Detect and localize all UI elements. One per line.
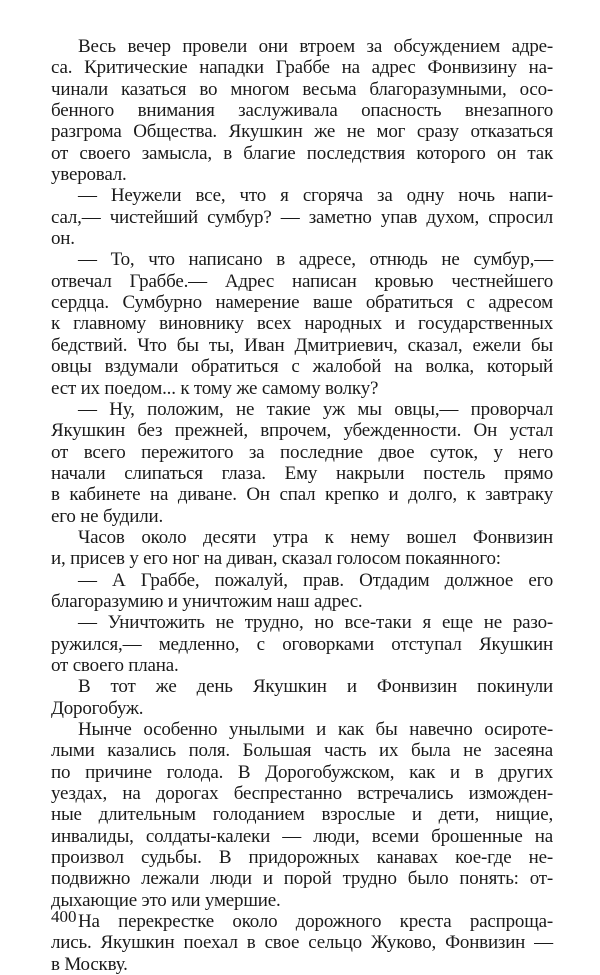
page-number: 400 [51,907,77,926]
text-line: ные длительным голоданием взрослые и дети, нищие, [51,804,553,826]
text-line: бенного внимания заслуживала опасность внезапного [51,100,553,122]
text-line: овцы вздумали обратиться с жалобой на волка, который [51,356,553,378]
paragraph-6 [51,570,553,613]
text-line: уездах, на дорогах беспрестанно встречались изможден- [51,783,553,805]
text-line: благоразумию и уничтожим наш адрес. [51,590,363,612]
text-line: бедствий. Что бы ты, Иван Дмитриевич, сказал, ежели бы [51,334,553,356]
text-line: В тот же день Якушкин и Фонвизин покинули [78,676,553,698]
paragraph-1 [51,36,553,185]
paragraph-5 [51,527,553,570]
text-line: чинали казаться во многом весьма благоразумными, осо- [51,78,553,100]
text-line: ест их поедом... к тому же самому волку? [51,377,379,399]
text-line: са. Критические нападки Граббе на адрес Фонвизину на- [51,57,553,79]
text-line: сердца. Сумбурно намерение ваше обратиться с адресом [51,292,553,314]
text-line: и, присев у его ног на диван, сказал голосом покаянного: [51,548,501,570]
text-line: Весь вечер провели они втроем за обсуждением адре- [78,36,553,57]
text-line: Дорогобуж. [51,697,144,719]
text-line: — Ну, положим, не такие уж мы овцы,— проворчал [78,398,553,420]
text-line: начали слипаться глаза. Ему накрыли постель прямо [51,462,553,484]
text-line: от своего плана. [51,654,179,676]
text-line: подвижно лежали люди и порой трудно было понять: от- [51,868,553,890]
paragraph-8 [51,676,553,719]
paragraph-7 [51,612,553,676]
paragraph-4 [51,399,553,527]
text-line: Нынче особенно унылыми и как бы навечно осироте- [78,719,553,740]
text-line: его не будили. [51,505,164,527]
paragraph-9 [51,719,553,911]
text-line: На перекрестке около дорожного креста распроща- [78,911,553,933]
text-line: произвол судьбы. В придорожных канавах кое-где не- [51,847,553,869]
text-line: уверовал. [51,164,127,186]
text-line: — Неужели все, что я сгоряча за одну ночь напи- [78,185,553,207]
text-line: он. [51,228,75,250]
paragraph-10 [51,911,553,975]
page-body [51,36,553,975]
text-line: по причине голода. В Дорогобужском, как и в других [51,761,553,783]
text-line: к главному виновнику всех народных и государственных [51,313,553,335]
text-line: от своего замысла, в благие последствия которого он так [51,142,553,164]
text-line: отвечал Граббе.— Адрес написан кровью честнейшего [51,270,553,292]
text-line: — Уничтожить не трудно, но все-таки я еще не разо- [78,612,553,634]
text-line: от всего пережитого за последние двое суток, у него [51,441,553,463]
text-line: — А Граббе, пожалуй, прав. Отдадим должное его [78,569,553,591]
text-line: ружился,— медленно, с оговорками отступал Якушкин [51,633,553,655]
text-line: в кабинете на диване. Он спал крепко и долго, к завтраку [51,484,553,506]
text-line: дыхающие это или умершие. [51,889,281,911]
text-line: разгрома Общества. Якушкин же не мог сразу отказаться [51,121,553,143]
text-line: сал,— чистейший сумбур? — заметно упав духом, спросил [51,206,553,228]
text-line: — То, что написано в адресе, отнюдь не сумбур,— [78,249,553,271]
paragraph-3 [51,249,553,398]
text-line: Часов около десяти утра к нему вошел Фонвизин [78,526,553,548]
text-line: в Москву. [51,953,128,975]
paragraph-2 [51,185,553,249]
text-line: лыми казались поля. Большая часть их была не засеяна [51,740,553,762]
text-line: лись. Якушкин поехал в свое сельцо Жуково, Фонвизин — [51,932,553,954]
text-line: Якушкин без прежней, впрочем, убежденности. Он устал [51,420,553,442]
text-line: инвалиды, солдаты-калеки — люди, всеми брошенные на [51,825,553,847]
